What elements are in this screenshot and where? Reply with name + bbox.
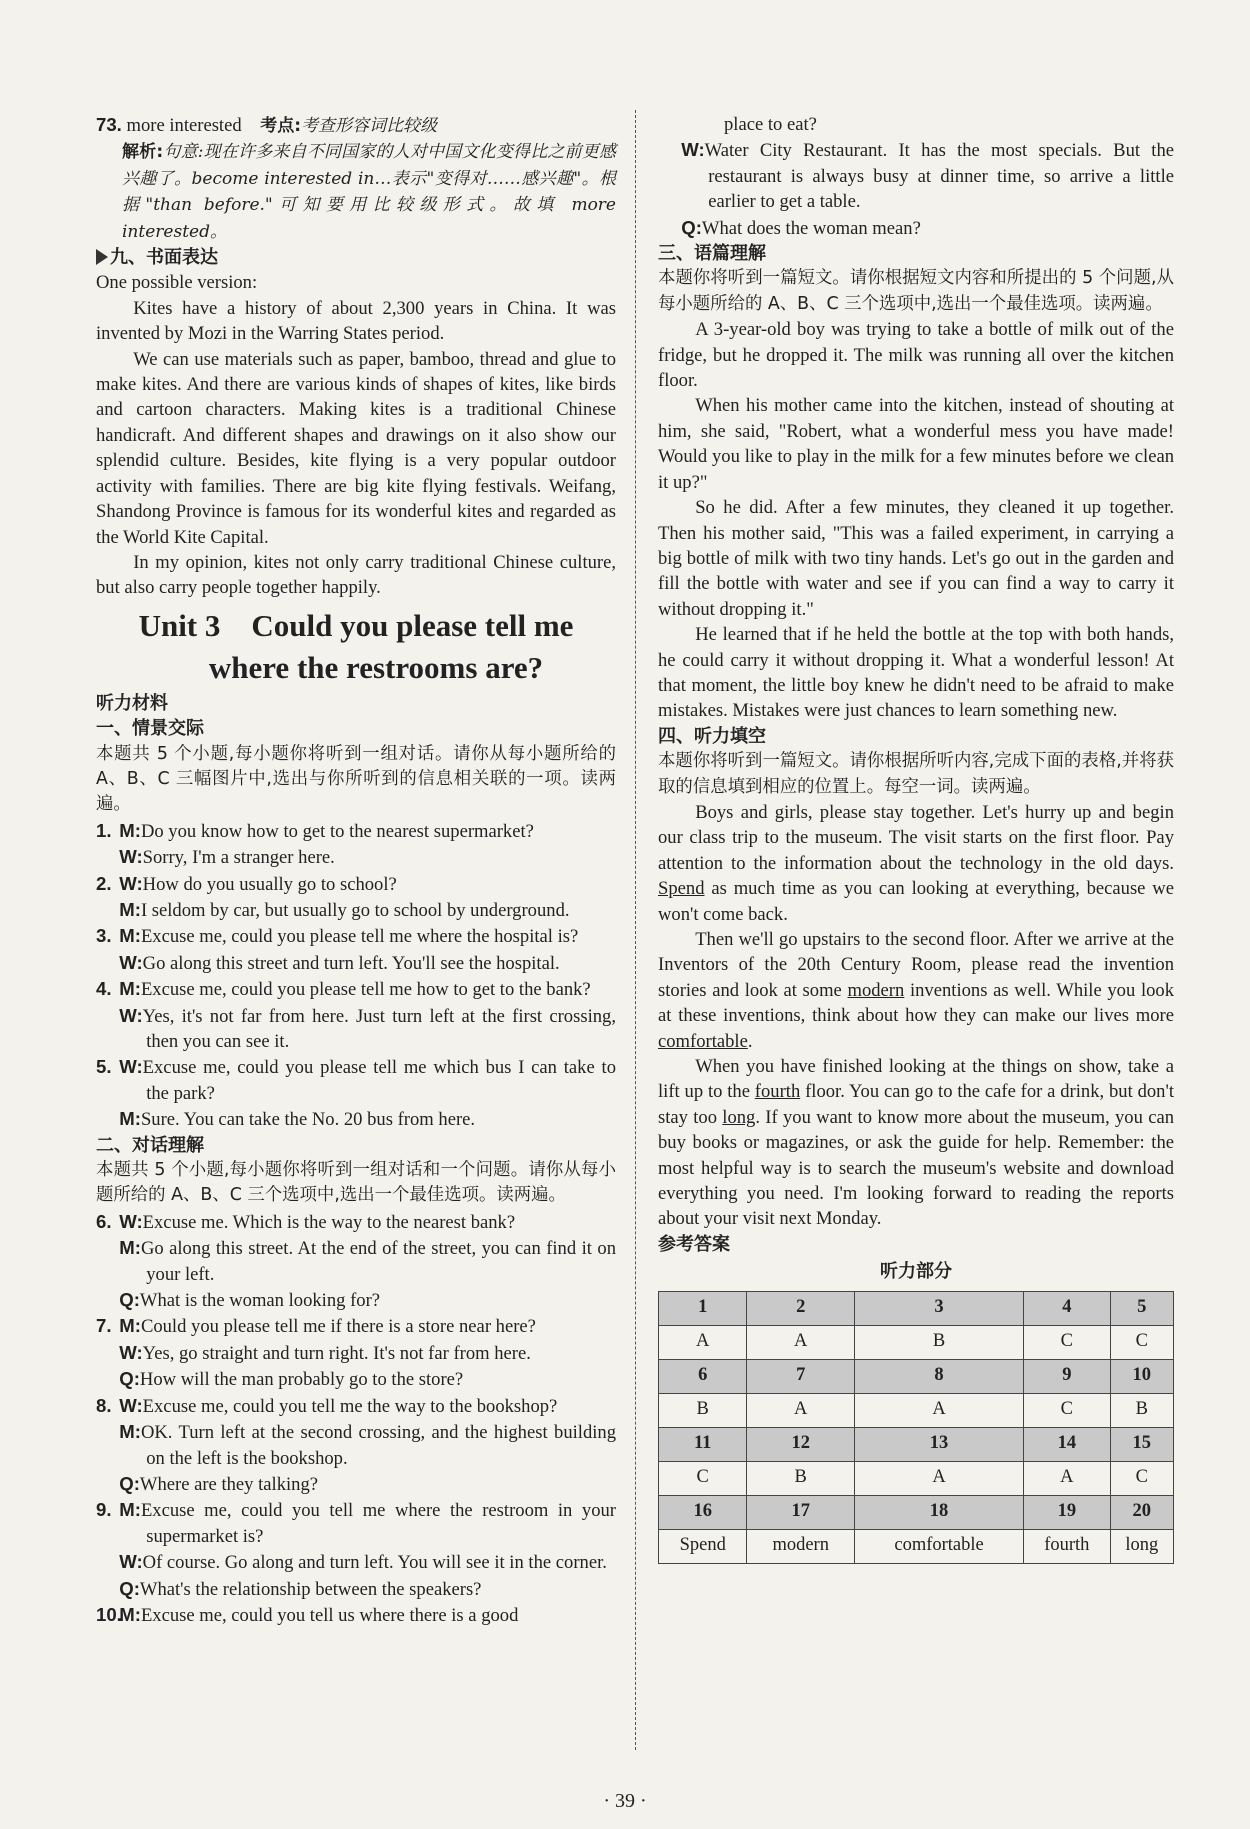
speaker-label: M: <box>119 1237 141 1259</box>
column-divider <box>635 110 636 1750</box>
answer-cell: fourth <box>1024 1529 1110 1563</box>
fill-paragraph-2: Then we'll go upstairs to the second floor. After we arrive at the Inventors of the 20th Century Room, please read the invention stories and look at some modern inventions as well. While you look at these inventions, think about how they can make our lives more comfortable. <box>658 929 1174 1052</box>
dialog-text: Excuse me, could you please tell me where the hospital is? <box>140 926 579 948</box>
answer-table-number-row <box>659 1359 1174 1393</box>
dialog-text: Excuse me, could you tell us where there is a good <box>140 1604 519 1626</box>
answer-cell: 16 <box>659 1495 747 1529</box>
answer-cell: 14 <box>1024 1427 1110 1461</box>
dialog-line <box>96 897 616 923</box>
answer-cell: 13 <box>855 1427 1024 1461</box>
dialog-line <box>96 923 616 949</box>
speaker-label: W: <box>119 951 143 973</box>
section-4-heading: 四、听力填空 <box>658 725 766 747</box>
dialogs-section-2 <box>96 1209 616 1629</box>
answer-cell: A <box>855 1393 1024 1427</box>
section-3-intro: 本题你将听到一篇短文。请你根据短文内容和所提出的 5 个问题,从每小题所给的 A、B、C 三个选项中,选出一个最佳选项。读两遍。 <box>658 268 1174 314</box>
dialog-line <box>96 1419 616 1471</box>
answer-cell: comfortable <box>855 1529 1024 1563</box>
question-number: 1. <box>96 819 112 841</box>
section-3-heading: 三、语篇理解 <box>658 243 766 265</box>
dialogs-section-1 <box>96 818 616 1133</box>
answer-cell: B <box>855 1325 1024 1359</box>
speaker-label: M: <box>119 925 141 947</box>
answer-cell: C <box>1024 1393 1110 1427</box>
section-1-heading: 一、情景交际 <box>96 718 204 740</box>
answer-cell: B <box>659 1393 747 1427</box>
answer-cell: 3 <box>855 1291 1024 1325</box>
answer-cell: A <box>747 1325 855 1359</box>
passage-paragraph-1: A 3-year-old boy was trying to take a bottle of milk out of the fridge, but he dropped it. The milk was running all over the kitchen floor. <box>658 319 1174 392</box>
answer-cell: 18 <box>855 1495 1024 1529</box>
question-number: 2. <box>96 872 112 894</box>
answer-cell: C <box>1024 1325 1110 1359</box>
dialog-line <box>96 1576 616 1602</box>
speaker-label: M: <box>119 819 141 841</box>
dialog-line <box>96 1602 616 1628</box>
dialog-line <box>96 818 616 844</box>
dialog-text: How will the man probably go to the store? <box>139 1369 464 1391</box>
answer-cell: 9 <box>1024 1359 1110 1393</box>
answer-cell: 10 <box>1110 1359 1173 1393</box>
left-column <box>96 112 616 1628</box>
speaker-label: Q: <box>119 1472 140 1494</box>
speaker-label: Q: <box>119 1289 140 1311</box>
answer-cell: 2 <box>747 1291 855 1325</box>
question-number: 6. <box>96 1210 112 1232</box>
dialog-text: I seldom by car, but usually go to school by underground. <box>140 899 570 921</box>
answer-cell: B <box>1110 1393 1173 1427</box>
answers-label: 参考答案 <box>658 1233 730 1255</box>
writing-paragraph-1: Kites have a history of about 2,300 years in China. It was invented by Mozi in the Warring States period. <box>96 297 616 345</box>
answer-cell: 6 <box>659 1359 747 1393</box>
dialog-text: Go along this street and turn left. You'll see the hospital. <box>142 952 560 974</box>
dialog-text: Water City Restaurant. It has the most specials. But the restaurant is always busy at dinner time, so arrive a little earlier to get a table. <box>704 140 1174 213</box>
dialog-line <box>96 1287 616 1313</box>
question-number: 9. <box>96 1499 112 1521</box>
answer-underline: comfortable <box>658 1030 748 1052</box>
answer-cell: 5 <box>1110 1291 1173 1325</box>
answer-cell: B <box>747 1461 855 1495</box>
dialog-line <box>96 1054 616 1106</box>
dialog-text: What is the woman looking for? <box>139 1290 381 1312</box>
dialog-line <box>96 1209 616 1235</box>
section-1-intro: 本题共 5 个小题,每小题你将听到一组对话。请你从每小题所给的 A、B、C 三幅图片中,选出与你所听到的信息相关联的一项。读两遍。 <box>96 743 616 815</box>
speaker-label: Q: <box>119 1577 140 1599</box>
answer-cell: A <box>1024 1461 1110 1495</box>
question-number: 3. <box>96 925 112 947</box>
speaker-label: W: <box>119 1551 143 1573</box>
dialog-line <box>658 137 1174 214</box>
speaker-label: W: <box>119 1210 143 1232</box>
dialog-text: Yes, go straight and turn right. It's not far from here. <box>142 1342 531 1364</box>
speaker-label: W: <box>119 1341 143 1363</box>
answer-table-answer-row <box>659 1325 1174 1359</box>
answer-underline: Spend <box>658 878 705 900</box>
speaker-label: W: <box>119 1394 143 1416</box>
dialog-text: What does the woman mean? <box>701 217 921 239</box>
dialog-text: Excuse me. Which is the way to the nearest bank? <box>142 1211 516 1233</box>
dialog-text: Yes, it's not far from here. Just turn left at the first crossing, then you can see it. <box>142 1005 616 1052</box>
speaker-label: M: <box>119 1315 141 1337</box>
answer-cell: long <box>1110 1529 1173 1563</box>
answer-table-answer-row <box>659 1529 1174 1563</box>
dialog-line <box>658 215 1174 241</box>
speaker-label: W: <box>119 1004 143 1026</box>
answer-cell: 7 <box>747 1359 855 1393</box>
answer-cell: 15 <box>1110 1427 1173 1461</box>
speaker-label: M: <box>119 1108 141 1130</box>
speaker-label: W: <box>681 139 705 161</box>
question-number: 5. <box>96 1056 112 1078</box>
dialog-line <box>96 1003 616 1055</box>
listening-label: 听力材料 <box>96 692 168 714</box>
answer-cell: 20 <box>1110 1495 1173 1529</box>
dialog-line <box>96 1393 616 1419</box>
question-number: 10. <box>96 1603 122 1625</box>
question-number: 4. <box>96 978 112 1000</box>
q73-line: 73. more interested 考点:考查形容词比较级 <box>96 114 438 136</box>
section-4-intro: 本题你将听到一篇短文。请你根据所听内容,完成下面的表格,并将获取的信息填到相应的位置上。每空一词。读两遍。 <box>658 751 1174 797</box>
fill-paragraph-1: Boys and girls, please stay together. Let's hurry up and begin our class trip to the museum. The visit starts on the first floor. Pay attention to the information about the technology in the old days. Spend as much time as you can looking at everything, because we won't come back. <box>658 801 1174 925</box>
dialog-line <box>96 1366 616 1392</box>
answer-cell: C <box>659 1461 747 1495</box>
speaker-label: M: <box>119 1421 141 1443</box>
dialog-line <box>96 976 616 1002</box>
answer-cell: modern <box>747 1529 855 1563</box>
answer-cell: Spend <box>659 1529 747 1563</box>
speaker-label: M: <box>119 1603 141 1625</box>
section-2-heading: 二、对话理解 <box>96 1134 204 1156</box>
dialog-text: Excuse me, could you tell me the way to the bookshop? <box>142 1395 558 1417</box>
dialog-text: OK. Turn left at the second crossing, and the highest building on the left is the bookshop. <box>140 1422 616 1469</box>
answer-underline: modern <box>847 979 905 1001</box>
dialog-line <box>96 1471 616 1497</box>
answer-cell: A <box>659 1325 747 1359</box>
answer-underline: long <box>722 1106 756 1128</box>
question-number: 7. <box>96 1315 112 1337</box>
right-column <box>658 112 1174 1564</box>
dialog-text: Of course. Go along and turn left. You will see it in the corner. <box>142 1552 607 1574</box>
answer-table-answer-row <box>659 1461 1174 1495</box>
section-2-intro: 本题共 5 个小题,每小题你将听到一组对话和一个问题。请你从每小题所给的 A、B、C 三个选项中,选出一个最佳选项。读两遍。 <box>96 1160 616 1206</box>
dialog-text: Do you know how to get to the nearest supermarket? <box>140 820 534 842</box>
speaker-label: Q: <box>119 1368 140 1390</box>
dialog-line <box>96 1549 616 1575</box>
writing-paragraph-3: In my opinion, kites not only carry traditional Chinese culture, but also carry people together happily. <box>96 551 616 599</box>
writing-intro: One possible version: <box>96 272 258 294</box>
speaker-label: W: <box>119 1056 143 1078</box>
answer-underline: fourth <box>754 1081 801 1103</box>
answer-cell: C <box>1110 1325 1173 1359</box>
answer-table <box>658 1291 1174 1564</box>
dialog-text: Excuse me, could you please tell me how to get to the bank? <box>140 979 591 1001</box>
question-number: 8. <box>96 1394 112 1416</box>
dialog-line <box>96 1106 616 1132</box>
answer-table-number-row <box>659 1291 1174 1325</box>
answer-table-number-row <box>659 1427 1174 1461</box>
answer-cell: C <box>1110 1461 1173 1495</box>
q73-explanation: 解析:句意:现在许多来自不同国家的人对中国文化变得比之前更感兴趣了。become interested in…表示"变得对……感兴趣"。根据"than before."可知要用比较级形式。故填 more interested。 <box>122 142 616 242</box>
dialog-line <box>96 844 616 870</box>
passage-paragraph-4: He learned that if he held the bottle at the top with both hands, he could carry it without dropping it. What a wonderful lesson! At that moment, the little boy knew he didn't need to be afraid to make mistakes. Mistakes were just chances to learn something new. <box>658 624 1174 722</box>
fill-paragraph-3: When you have finished looking at the things on show, take a lift up to the fourth floor. You can go to the cafe for a drink, but don't stay too long. If you want to know more about the museum, you can buy books or magazines, or ask the guide for help. Remember: the most helpful way is to search the museum's website and download everything you need. I'm looking forward to reading the reports about your visit next Monday. <box>658 1056 1174 1230</box>
q10-remaining-lines <box>658 137 1174 241</box>
page-number: · 39 · <box>603 1790 647 1812</box>
answer-cell: A <box>855 1461 1024 1495</box>
dialog-line <box>96 1235 616 1287</box>
dialog-text: Sure. You can take the No. 20 bus from here. <box>140 1109 476 1131</box>
dialog-line <box>96 871 616 897</box>
answer-table-number-row <box>659 1495 1174 1529</box>
speaker-label: M: <box>119 898 141 920</box>
speaker-label: W: <box>119 846 143 868</box>
writing-paragraph-2: We can use materials such as paper, bamboo, thread and glue to make kites. And there are various kinds of shapes of kites, like birds and cartoon characters. Making kites is a traditional Chinese handicraft. And different shapes and drawings on it also show our splendid culture. Besides, kite flying is a very popular outdoor activity with families. There are big kite flying festivals. Weifang, Shandong Province is famous for its wonderful kites and regarded as the World Kite Capital. <box>96 348 616 548</box>
triangle-marker-icon <box>96 249 108 265</box>
passage-paragraph-2: When his mother came into the kitchen, instead of shouting at him, she said, "Robert, what a wonderful mess you have made! Would you like to play in the milk for a few minutes before we clean it up?" <box>658 395 1174 493</box>
dialog-text: Go along this street. At the end of the street, you can find it on your left. <box>140 1238 616 1285</box>
dialog-line <box>96 1313 616 1339</box>
dialog-text: Where are they talking? <box>139 1473 318 1495</box>
dialog-line <box>96 1497 616 1549</box>
q10-continuation: place to eat? <box>724 114 817 135</box>
unit-title: Unit 3 Could you please tell me where the restrooms are? <box>138 607 574 685</box>
speaker-label: M: <box>119 1499 141 1521</box>
speaker-label: W: <box>119 872 143 894</box>
dialog-line <box>96 1340 616 1366</box>
passage-paragraph-3: So he did. After a few minutes, they cleaned it up together. Then his mother said, "This was a failed experiment, in carrying a big bottle of milk with two tiny hands. Let's go out in the garden and fill the bottle with water and see if you can find a way to carry it without dropping it." <box>658 497 1174 620</box>
answer-cell: 8 <box>855 1359 1024 1393</box>
writing-heading: 九、书面表达 <box>96 245 616 270</box>
dialog-text: How do you usually go to school? <box>142 873 397 895</box>
dialog-text: Could you please tell me if there is a store near here? <box>140 1316 536 1338</box>
dialog-text: Excuse me, could you tell me where the restroom in your supermarket is? <box>140 1500 616 1547</box>
dialog-text: Excuse me, could you please tell me which bus I can take to the park? <box>142 1057 616 1104</box>
answer-table-answer-row <box>659 1393 1174 1427</box>
answer-cell: 19 <box>1024 1495 1110 1529</box>
dialog-text: What's the relationship between the speakers? <box>139 1578 482 1600</box>
answer-cell: A <box>747 1393 855 1427</box>
dialog-text: Sorry, I'm a stranger here. <box>142 847 335 869</box>
answer-table-title: 听力部分 <box>880 1261 952 1283</box>
answer-cell: 12 <box>747 1427 855 1461</box>
answer-cell: 17 <box>747 1495 855 1529</box>
speaker-label: M: <box>119 978 141 1000</box>
answer-cell: 1 <box>659 1291 747 1325</box>
speaker-label: Q: <box>681 216 702 238</box>
answer-cell: 4 <box>1024 1291 1110 1325</box>
answer-cell: 11 <box>659 1427 747 1461</box>
dialog-line <box>96 950 616 976</box>
